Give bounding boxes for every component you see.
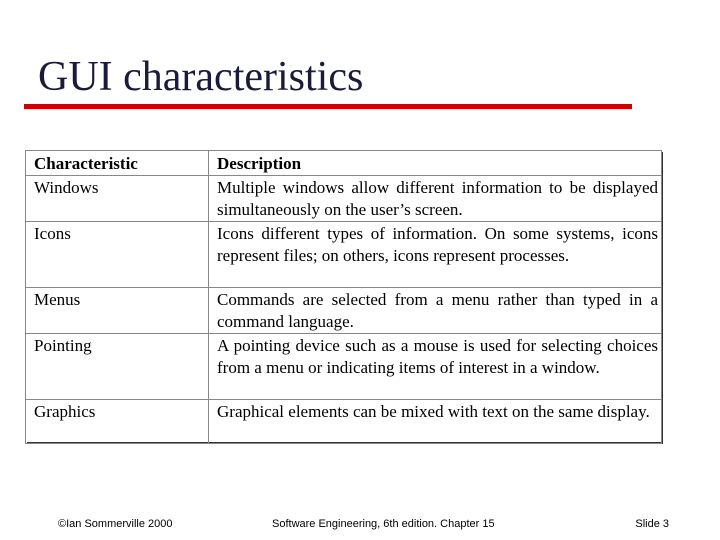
description-cell: Graphical elements can be mixed with text on the same display. <box>209 400 662 444</box>
characteristic-cell: Menus <box>26 288 209 334</box>
footer-copyright: ©Ian Sommerville 2000 <box>58 518 173 530</box>
title-underline <box>24 104 632 109</box>
table-row <box>26 288 662 334</box>
table-row <box>26 400 662 444</box>
characteristics-table-container <box>25 150 661 442</box>
table-header-row <box>26 151 662 176</box>
description-cell: Multiple windows allow different information to be displayed simultaneously on the user’s screen. <box>209 176 662 222</box>
footer-slide-number: Slide 3 <box>635 518 669 530</box>
characteristics-table <box>25 150 662 444</box>
description-cell: A pointing device such as a mouse is used for selecting choices from a menu or indicating items of interest in a window. <box>209 334 662 400</box>
characteristic-cell: Pointing <box>26 334 209 400</box>
table-row <box>26 222 662 288</box>
footer-book-title: Software Engineering, 6th edition. Chapter 15 <box>272 518 495 530</box>
table-row <box>26 176 662 222</box>
characteristic-cell: Icons <box>26 222 209 288</box>
slide-title: GUI characteristics <box>38 54 364 100</box>
characteristic-cell: Graphics <box>26 400 209 444</box>
description-cell: Icons different types of information. On some systems, icons represent files; on others, icons represent processes. <box>209 222 662 288</box>
characteristic-cell: Windows <box>26 176 209 222</box>
header-characteristic: Characteristic <box>26 151 209 176</box>
header-description: Description <box>209 151 662 176</box>
description-cell: Commands are selected from a menu rather than typed in a command language. <box>209 288 662 334</box>
table-row <box>26 334 662 400</box>
